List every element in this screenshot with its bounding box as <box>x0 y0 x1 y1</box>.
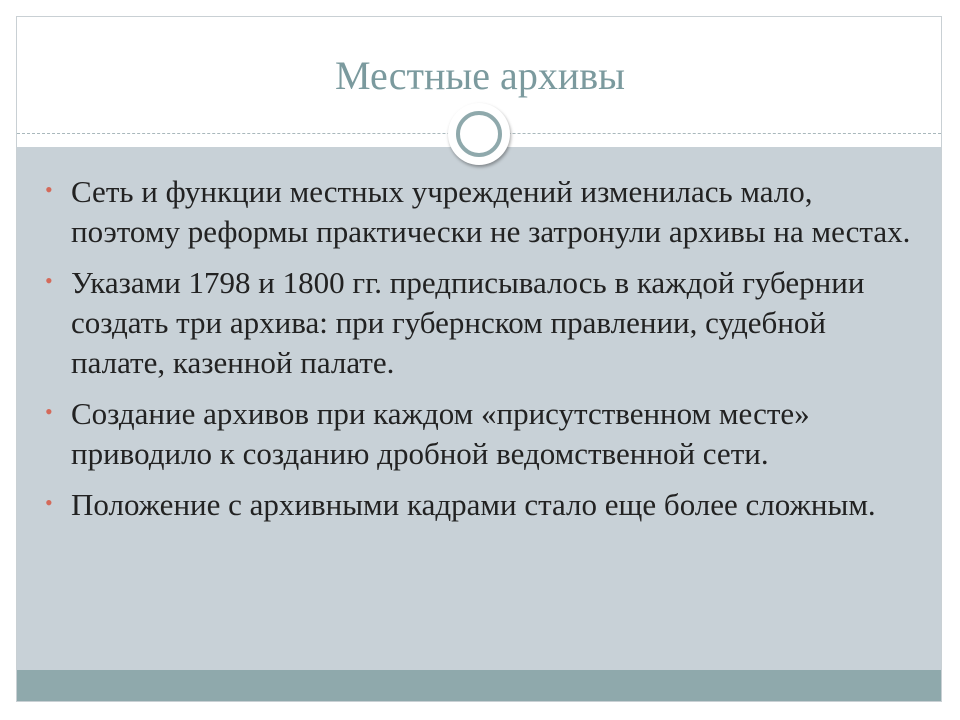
bullet-text: Указами 1798 и 1800 гг. предписывалось в каждой губернии создать три архива: при губернском правлении, судебной палате, казенной палате. <box>71 265 865 380</box>
bullet-list <box>45 172 925 536</box>
bullet-text: Создание архивов при каждом «присутственном месте» приводило к созданию дробной ведомственной сети. <box>71 396 810 471</box>
bullet-item <box>45 394 925 474</box>
bullet-item <box>45 485 925 525</box>
bullet-item <box>45 172 925 252</box>
bullet-dot-icon: • <box>45 399 53 424</box>
ring-icon <box>448 103 510 165</box>
bullet-dot-icon: • <box>45 268 53 293</box>
bullet-text: Сеть и функции местных учреждений изменилась мало, поэтому реформы практически не затронули архивы на местах. <box>71 174 911 249</box>
bullet-dot-icon: • <box>45 177 53 202</box>
slide-title: Местные архивы <box>335 53 625 98</box>
bullet-dot-icon: • <box>45 490 53 515</box>
bullet-item <box>45 263 925 383</box>
bullet-text: Положение с архивными кадрами стало еще более сложным. <box>71 487 876 522</box>
